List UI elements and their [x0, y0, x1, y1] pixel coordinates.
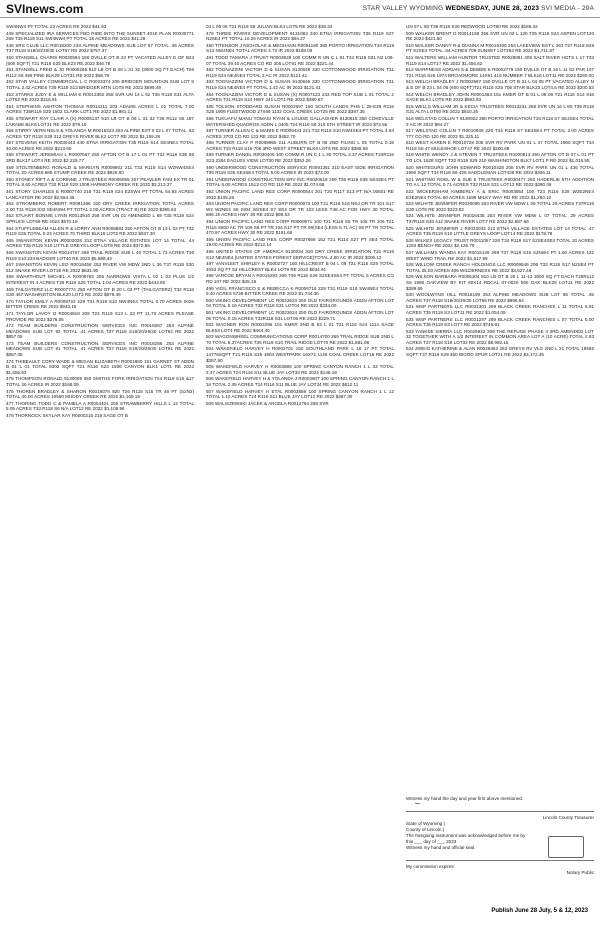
notice-entry: 525 WILHITE JENNIFER J R0023033 212 ETNA VILLAGE ESTATES LOT 14 TOTAL .47 ACRES T35 R119 S10 LITTLE GREYS LOOP LOT14 RE 2022 $178.78 [406, 225, 594, 237]
notice-entry: 467 SWANSTON KEVIN LEO R0016458 253 RIVER VW MDW 2ND L 36 T37 R118 S30 512 SNAKE RIVER LOT36 RE 2022 $631.90 [6, 262, 194, 273]
notice-entry: 479 THREE RIVERS DEVELOPMENT 9131083 340 ETNA IRRIGATION T36 R119 S27 N2SE4 PT TOTAL 10.25 ACRES IR 2022 $94.27 [206, 30, 394, 42]
header-tagline [363, 5, 594, 12]
notice-entry: 484 TOGNAZZINI VICTOR D & SUSAN (X) R0007123 233 RED TOP SUB L 01 TOTAL 2 ACRES T31 R119 S24 HWY 241 LOT1 RE 2022 $380.67 [206, 91, 394, 103]
notice-column-2 [206, 24, 394, 914]
notice-entry: SW4NW4 PT TOTAL 23 ACRES RE 2022 $41.63 [6, 24, 107, 29]
notice-entry: 487 TURNER ALLEN C & MARIE E R0009433 221 T33 R118 S10 NW4SE4 PT TOTAL 4.94 ACRES 3703 CO RD 123 RE 2022 $452.70 [206, 128, 394, 139]
notice-entry: 517 WELSTAD COLLIN T R0010949 226 T34 R118 S7 SE4SE4 PT TOTAL 2.00 ACRES 777 CO RD 120 RE 2022 $1,325.11 [406, 128, 594, 139]
notice-entry: 449 SRS CLUB LLC R0018200 233 ALPINE MEADOWS SUB LOT 67 TOTAL .36 ACRES T37 R118 S19/20/29/30 LOT67 RE 2022 $757.37 [6, 42, 194, 54]
county-line: County of Lincoln ) [406, 827, 445, 832]
notice-entry: UN 07 L 80 T35 R118 S30 REDWOOD LOT80 RE 2022 $185.32 [406, 24, 538, 29]
notice-entry: 502 WAGNER RON R0002296 151 KMER 2ND B 53 L 01 T21 R116 S24 1114 SAGE BLK53 LOT4 RE 2022 $464.40 [206, 322, 394, 333]
notice-entry: 459 STOLTENBERG RONALD & MARILYN R0009902 211 T33 R119 S14 W2NW4SE4 TOTAL 20 ACRES 688 STUMP CREEK RE 2022 $926.60 [6, 164, 194, 176]
notice-entry: 518 WEST KAREN E R0010728 205 SVR RV PARK UN 01 L 47 TOTAL 1960 SQFT T34 R118 S6 47 MULESHOE LOT47 RE 2022 $200.68 [406, 140, 594, 151]
header-location: STAR VALLEY WYOMING [362, 5, 446, 12]
notice-entry: 499 VIGIL FRANCISCO E & REBECCA K R0006716 229 T31 R119 S16 SW4NE4 TOTAL 5.40 ACRES 5736 BITTER CREEK RE 2022 $1,744.36 [206, 285, 394, 297]
notice-entry: 483 TOGNAZZINI VICTOR D & SUSAN 9130846 330 COTTONWOOD IRRIGATION T31 R119 S24 NE4NE4 PT TOTAL 1.42 AC IR 2022 $121.41 [206, 79, 394, 90]
notice-entry: 488 TURNER CLAY P R0009955 211 AUBURN OT B 06 2ND FILING L 05 TOTAL 0.16 ACRES T33 R119 S16 706 3RD WEST STREET BLK6 LOT5 RE 2022 $388.59 [206, 140, 394, 151]
notice-entry: 531 WSP PARTNERS LLC R0031301 269 BLACK CREEK RANCHES L 11 TOTAL 5.91 ACRES T35 R119 S3 LOT11 RE 2022 $1,054.09 [406, 304, 594, 315]
notice-entry: 500 VIKING DEVELOPMENT LC R0022623 250 OLD FAIRGROUNDS ADDN AFTON LOT 04 TOTAL 0.16 ACRES T32 R118 S31 LOT04 RE 2022 $334.00 [206, 297, 394, 309]
notice-entry: 512 WARPNESS ADRIAN S & DEBBIE K R0002779 150 DVILLE OT B 16 L 11 S2 PAR 137 T21 R116 S26 1974 BROADMORE 14X61 415 NUMBER 7 BLK16 LOT11 RE 2022 $280.00 [406, 67, 594, 78]
notice-entry: 523 WILHITE JENNIFER R0030095 253 RIVER VW MDW L 06 TOTAL 29 ACRES T37R119 S30 LOT6 RE 2022 $323.82 [406, 201, 594, 212]
notice-entry: 528 WILLOW CREEK RANCH HOLDINGS LLC R0009546 206 T33 R118 S17 N2SE4 PT TOTAL 35.03 ACRES 406 WILDERNESS RE 2022 $3,527.48 [406, 262, 594, 273]
notice-entry: 533 YANKEE SIERRA LLC R0029932 269 THE REFUGE PHASE II 3RD AMENDED LOT 32 TOGETHER WITH A 1/2 INTEREST IN COMMON AREA LOT A (10 ACRE) TOTAL 2.83 ACRES T37 R118 S19 LOT32 RE 2022 $8,992.15 [406, 328, 594, 345]
publish-dates: Publish June 28 July, 5 & 12, 2023 [491, 908, 588, 914]
notice-entry: 478 THORNOCK SKYLAR KAY R0000215 219 SAGE OT B [6, 413, 128, 418]
commission-line: My commission expires: [406, 864, 456, 869]
notice-entry: 464 STUFFLEBEAM ALLEN R & LORRY ANN R0008884 250 AFTON OT B 13 L 02 PT T32 R119 S25 TOTAL 0.23 ACRES 70 THIRD BLK18 LOT2 RE 2022 $637.30 [6, 225, 194, 237]
notary-signature-block [406, 796, 594, 904]
notice-column-1 [6, 24, 194, 914]
notice-entry: 471 TAYLOR LAVOY O R0004818 209 T24 R119 S13 L 23 PT 11.70 ACRES PLEASE PROVIDE RE 2022 $376.06 [6, 310, 194, 322]
notary-seal-stamp [548, 836, 584, 858]
notice-entry: 475 THOMPSON RONALD 9130009 350 SMITHS FORK IRRIGATION T24 R119 S16 &17 TOTAL 26 ACRES IR 2022 $168.09 [6, 376, 194, 388]
notice-entry: 498 VARCOE BRYAN A R0015293 269 T36 R119 S26 S2SE4SE4 PT TOTAL 5 ACRES CO RD 107 RE 2022 $45.19 [206, 273, 394, 284]
notice-entry: 491 UNDERWOOD CONSTRUCTION SRV INC R0020618 269 T36 R119 S35 SE4SE4 PT TOTAL 5.00 ACRES 1513 CO RD 110 RE 2022 $1,074.68 [206, 176, 394, 188]
notice-entry: 480 TITENSOR J NICHOLAS & MEGHANN R0091180 380 PORTO IRRIGATION T34 R119 S13 NW4NE4 TOTAL ACRES 4.72 IR 2022 $168.09 [206, 42, 394, 54]
notice-entry: 504 WAKEFIELD HARVEY H R0002701 150 SOUTHLAND PARK L 16 17 PT TOTAL 14776SQFT T21 R116 S25 1904 WESTPARK 16X72 1146 COAL CREEK LOT16 RE 2022 $387.90 [206, 346, 394, 363]
date-line: this ___ day of ___ 2023 [406, 839, 457, 844]
notice-entry: 492 UNION PACIFIC LAND RES CORP R0000544 201 T20 R117 S13 PT N/A 00601 RE 2022 $105.26 [206, 189, 394, 200]
notice-entry: 515 WELLS WILLIAM JR & KECIA TRUSTEES R0013231 258 SVR UN 16 L 60 T35 R118 S31 ALTA LOT60 RE 2022 $810.26 [406, 103, 594, 115]
notice-entry: 476 THOREN BRADLEY & SHARON R0019076 920 T26 R115 S15 TR 46 PT (S2N2) TOTAL 40.00 ACRES 16590 MUDDY CREEK RE 2022 $1,169.19 [6, 388, 194, 400]
notice-entry: 477 THORING TODD C & PAMELA A R0004401 205 STRAWBERRY HILLS L 12 TOTAL 5.05 ACRES T33 R118 S6 N/A LOT12 RE 2022 $1,106.96 [6, 400, 194, 412]
notice-entry: 448 SPECIALIZED IRA SERVICES FBO RIDE INTO THE SUNSET 401K PLAN R0030771 269 T35 R119 S11 SW4NW4 PT TOTAL 18 ACRES RE 2022 $41.28 [6, 30, 194, 42]
notice-entry: 526 WILKES LEGACY TRUST R0011057 226 T34 R118 S17 S2SE4SE4 TOTAL 20 ACRES 1253 BENCH RE 2022 $2,126.79 [406, 237, 594, 249]
notice-entry: 508 WALISZEWSKI JACEK & ANGELA R0012764 258 SVR [206, 400, 329, 406]
notice-column-3 [406, 24, 594, 914]
notice-entry: 457 STEVENS KEITH R0030443 440 ETNA IRRIGATION T35 R119 S14 SE4NE4 TOTAL 40.00 ACRES RE 2022 $213.69 [6, 140, 194, 151]
notice-entry: 458 STEWART JEREMIAH L R0007667 250 AFTON OT B 17 L 04 PT T32 R118 S36 66 3RD BLK17 LOT4 RE 2022 $2,229.77 [6, 152, 194, 164]
notice-entry: 527 WILLIAMS WANDA KAY R0015136 269 T37 R118 S18 S2NW4 PT 1.60 ACRES 122 WEST WIND TRAIL RE 2022 $1,617.99 [406, 249, 594, 261]
notice-entry: 507 WAKEFIELD HARVEY H ETAL R0003859 100 SPRING CANYON RANCH 1 L 12 TOTAL 1.10 ACRES T24 R116 S11 BLUE JAY LOT12 RE 2022 $387.30 [206, 388, 394, 400]
notice-entry: 450 STANSELL CHARIS R0030564 150 DVILLE OT B 23 PT VACATED ALLEY E OF B23 (600 SQFT) T21 R116 S25 BLK23 RE 2022 $46.78 [6, 54, 194, 66]
notice-entry: 524 WILHITE JENNIFER R0016435 253 RIVER VW MDW L 07 TOTAL .29 ACRES T37R118 S30 412 SNAKE RIVER LOT7 RE 2022 $2,887.66 [406, 213, 594, 224]
notice-entry: 451 STANSELL FRED & JO R0005265 910 LB OT B 28 L 31 32 (3000 SQ FT EACH) T26 R112 S6 489 PINE BLK28 LOT31 RE 2022 $58.79 [6, 67, 194, 78]
notice-entry: 482 TOGNAZZINI VICTOR D & SUSAN 9130849 330 COTTONWOOD IRRIGATION T31 R119 S24 NE4NE4 TOTAL 2 AC IR 2022 $121.41 [206, 67, 394, 78]
notice-entry: 461 STORY CHARLES E R0007740 218 T31 R119 S24 E2SW4 PT TOTAL 54.93 ACRES LANCASTER RE 2022 $2,554.45 [6, 189, 194, 200]
notice-entry: 465 SWANSTON KEVIN R0002028 212 ETNA VILLAGE ESTATES LOT 14 TOTAL .44 ACRES T35 R119 S10 LITTLE GREYS LOOP LOT9 RE 2022 $372.55 [6, 237, 194, 249]
notice-entry: 466 SWANSTON KEVIN R0014767 269 TRAIL RIDGE SUB L 40 TOTAL 1.73 ACRES T36 R119 S10 233 BADGER LOT40 RE 2022 $5,888.42 [6, 249, 194, 261]
page-header [0, 0, 600, 18]
notice-entry: 493 UNION PACIFIC LAND RES CORP R0000873 100 T21 R116 S16 NE4 OR TR 101 S17 W2 W2NE4 S8 SW4 W2SE4 S7 SE4 OR TR 102 LESS T48 AC FOR HWY 30 TOTAL 886.19 ACRES HWY 30 RE 2022 $99.53 [206, 201, 394, 218]
witness-line: Witness my hand the day and year first above mentioned. [406, 796, 524, 801]
notice-entry: 521 WHITING NOEL W & SUE II TRUSTEES R0030477 250 HADERLIE 5TH ADDITION TO A L 12 TOTAL 0.71 ACRES T32 R118 S31 LOT12 RE 2022 $380.06 [406, 176, 594, 188]
notice-entry: 460 STONEY RIFT A & CORINNE J TRUSTEES R0009055 207 PEAVLER FAM EX TR 01 TOTAL 8.60 ACRES T32 R119 S29 1008 HARMONY CREEK RE 2022 $3,213.37 [6, 176, 194, 188]
notice-entry: 501 VIKING DEVELOPMENT LC R0022624 250 OLD FAIRGROUNDS ADDN AFTON LOT 05 TOTAL 0.15 ACRES T32R118 S31 LOT05 RE 2022 $329.71 [206, 309, 394, 321]
notice-entry: 472 TEAM BUILDERS CONSTRUCTION SERVICES INC R0018287 253 ALPINE MEADOWS SUB LOT 92 TOTAL .41 ACRES T37 R118 S19/20/29/30 LOT92 RE 2022 $857.05 [6, 323, 194, 340]
notice-entry: 505 WAKEFIELD HARVEY H R0003888 100 SPRING CANYON RANCH 1 L 33 TOTAL 2.47 ACRES T24 R116 S11 BLUE JAY LOT33 RE 2022 $146.19 [206, 364, 394, 375]
notice-entry: 520 WHITEGURS JOHN EDWARD R0010428 205 SVR RV PARK UN 01 L 436 TOTAL 1960 SQFT T34 R118 S6 426 SADDLEMAN LOT436 RE 2022 $306.11 [406, 164, 594, 176]
notice-entry: 510 WALKER DANNY R & DIANNA M R0016306 253 LAKEVIEW EST L 263 T37 R118 S29 PT S2SE4 TOTAL .54 ACRES 709 SUNSET LOT263 RE 2022 $1,711.87 [406, 42, 594, 54]
state-line: State of Wyoming ) [406, 821, 446, 826]
foregoing-line: The foregoing instrument was acknowledged before me by [406, 833, 526, 838]
header-date: WEDNESDAY, JUNE 28, 2023 [445, 5, 540, 12]
notice-entry: 468 SWARTHOUT MICHEL A R0008763 205 NARROWS VISTA L 02 L 03 PLUS 1/2 INTEREST IN 4 ACRES T36 R119 S26 TOTAL 1.04 ACRES RE 2022 $442.60 [6, 274, 194, 285]
notice-entry: 495 UNION PACIFIC LAND RES CORP R0027666 152 T21 R114 S27 PT SE4 TOTAL 19.00 ACRES RE 2022 $212.14 [206, 236, 394, 248]
notice-entry: 473 TEAM BUILDERS CONSTRUCTION SERVICES INC R0018286 253 ALPINE MEADOWS SUB LOT 91 TOTAL .41 ACRES T37 R118 S19/20/29/30 LOT91 RE 2022 $857.05 [6, 340, 194, 358]
notice-entry: 496 UNITED STATES OF AMERICA 9130034 320 DRY CREEK IRRIGATION T31 R119 S12 NE4NE4 (UNITED STATES FOREST SERVICE)TOTAL 2.00 AC IR 2022 $306.12 [206, 248, 394, 260]
notice-entry: 462 STROMBERG ROBERT R0091386 320 DRY CREEK IRRIGATION TOTAL ACRES 2.00 T31 R118 S33 SE4NW4 PT TOTAL 2.00 ACRES (TRACT B) RE 2022 $396.53 [6, 201, 194, 212]
notice-entry: 454 STEPHENS ASHTON THOMAS R0014211 203 ADAMS ACRES L 01 TOTAL 7.00 ACRES T35R119 S25 1502 CLARK LOT1 RE 2022 $1,981.11 [6, 103, 194, 115]
notice-entry: 463 STUART BONNIE LYNN R0013916 256 SVR UN 01 AMENDED L 69 T35 R119 S24 SPRUCE LOT69 RE 2022 $670.19 [6, 213, 194, 224]
notice-entry: 529 WILSON BARBARA R0005304 910 LB OT B 29 L 11-13 3000 SQ FT EACH T26R112 S6 1980 OAKVIEW BY KIT 60X14 RDCAL 07-0020 560 OAK BLK29 LOT11 RE 2022 $389.66 [406, 274, 594, 291]
notice-entry: 486 TUKUAFU MANU TOMASI RYAN & LOUISE GALLAGHER 9130615 360 COKEVILLE WATERSHED QUADROS ADDN L 0405 T24 R119 S8 215 5TH STREET IR 2022 $72.56 [206, 115, 394, 127]
notice-entry: 485 TOLSON STODDARD SUSAN R0002697 150 SOUTH LANDS PHS L 25-E29 R116 S25 1906 FLEETWOOD 27X66 1132 COAL CREEK LOT25 RE 2022 $387.35 [206, 103, 394, 115]
notice-entry: 514 WELCH BRADLEY JOHN R0001463 151 KMER OT B 01 L 05 06 T21 R116 S14 918 SAGE BLK1 LOT5 RE 2022 $863.83 [406, 91, 594, 103]
notice-entry: 470 TAYLOR EMILY A R0009722 229 T31 R119 S10 NW4NE4 TOTAL 0.70 ACRES 0026 BITTER CREEK RE 2022 $943.16 [6, 298, 194, 310]
notice-entry: 456 STIRRY VERN NELS & YOLANDA M R0016323 253 ALPINE EST II 02 L 07 TOTAL .63 ACRES T37 R118 S29 312 GREYS RIVER BLK2 LOT7 RE 2022 $1,159.28 [6, 128, 194, 139]
witness-hand-line: Witness my hand and official seal. [406, 845, 476, 850]
notice-entry: 481 TODD TAMARA J TRUST R0003828 100 COMM R UN C L 91 T24 R115 S31 N2 L06-07 TOTAL 39.40 ACRES CO RD 306 LOT91 RE 2022 $221.44 [206, 54, 394, 66]
notice-entry: 522 WICKERSHAM KIMBERLY A & ERIC R0003654 100 T23 R116 S28 W2E2NE4 E2E2NE4 TOTAL 80 ACRES 1596 MILKY WAY RD RE 2022 $1,260.10 [406, 189, 594, 200]
notice-entry: 453 STARKS JUDY E & WILLIAM E R0013362 258 SVR UN 14 L 52 T35 R118 S31 ALTA LOT52 RE 2022 $316.81 [6, 91, 194, 103]
notice-entry: 503 WAGONWHEEL COMMUNICATIONS CORP R0014700 269 TRAIL RIDGE SUB 2ND L 70 TOTAL 8.37ACRES T36 R119 S10 TRAIL RIDGE LOT70 RE 2022 $1,581.08 [206, 334, 394, 345]
notice-entry: 511 WALTERS WILLIAM HUNTER TRUSTEE R0028891 205 SALT RIVER HGTS L 17 T33 R119 S14 LOT17 RE 2022 $1,456.62 [406, 54, 594, 66]
treasurer-signature [406, 799, 594, 812]
notice-entry: 513 WELCH BRADLEY J R0002597 150 DVILLE OT B 21 L 04 05 PT VACATED ALLEY N & E OF B 23 L 04 05 (600 SQFT)T21 R116 S25 708 STAR BLK23 LOT4,5 RE 2022 $200.53 [406, 79, 594, 90]
notice-entry: 497 VANVLEET SHIRLEY K R0002727 150 HILLCREST B 04 L 09 T21 R116 S25 TOTAL 4053 SQ FT 53 HILLCREST BLK4 LOT9 RE 2022 $834.91 [206, 261, 394, 272]
legal-notice-body [6, 24, 594, 920]
header-page: SVI MEDIA - 29A [539, 5, 594, 12]
notice-entry: 519 WHITE WENDY J & STEVEN T TRUSTEES R0000813 250 AFTON OT B 07 L 01 PT TO LOL 1628 SQFT T32 R119 S25 210 WASHINGTON BLK7 LOT1 P RE 2022 $1,016.55 [406, 152, 594, 164]
notice-entry: 516 WELSTAD COLLIN T 9130922 380 PORTO IRRIGATION T34 R118 S7 SE4SE4 TOTAL 2 AC IR 2022 $94.27 [406, 115, 594, 127]
notice-entry: 455 STEWART RAY CLAIR A (X) R0005137 910 LB OT B 06 L 31 32 T26 R112 S6 187 LARABE BLK6 LOT31 RE 2022 $79.19 [6, 115, 194, 127]
signature-scrawl: ~ [414, 799, 421, 808]
site-name: SVInews.com [6, 1, 84, 16]
notice-entry: 534 ZWEIG KATHERINE & ALAN R0026363 253 GREYS RV VLG 2ND L 21 TOTAL 18565 SQFT T37 R118 S29 360 WOOD SPUR LOT21 RE 2022 $3,172.45 [406, 346, 594, 358]
notice-entry: 04 L 05 06 T21 R119 S8 JULIAN BLK4 LOT5 RE 2022 $38.34 [206, 24, 333, 29]
notice-entry: 490 UNDERWOOD CONSTRUCTION SERVICE R0091351 310 EAST SIDE IRRIGATION T36 R119 S35 SE4SE4 TOTAL 5.00 ACRES IR 2022 $73.00 [206, 164, 394, 176]
notice-entry: 509 WALKER BRENT D R0014168 256 SVR UN 03 L 120 T35 R119 S24 ASPEN LOT120 RE 2022 $421.50 [406, 30, 594, 42]
notice-entry: 474 THIBEAULT CORY WADE & MEGAN ELIZABETH R0001880 151 GARNET ST ADDN B 01 L 01 TOTAL 9302 SQFT T21 R116 S23 1506 CANYON BLK1 LOT1 RE 2022 $1,655.63 [6, 358, 194, 375]
notice-entry: 530 WOOLWYNS HILL R0018199 253 ALPINE MEADOWS SUB LOT 66 TOTAL .45 ACRES T37 R118 S19/20/29/30 LOT66 RE 2022 $996.54 [406, 292, 594, 303]
notary-label: Notary Public [566, 870, 594, 875]
notice-entry: 506 WAKEFIELD HARVEY H & YOLANDA J R0003807 100 SPRING CANYON RANCH 1 L 34 TOTAL 2.49 ACRES T24 R116 S11 BLUE JAY LOT34 RE 2022 $612.11 [206, 376, 394, 388]
notice-entry: 489 TURNER DANIEL R0030406 100 COMM R UN C 1 L 30 TOTAL 2.37 ACRES T24R116 S23 2284 EAGLES VIEW LOT30 RE 2022 $352.26 [206, 152, 394, 164]
notice-entry: 469 TAILGATERZ LLC R0007774 250 AFTON OT B 20 L 03 PT (TAILGATERZ) T32 R118 S30 467 WASHINGTON BLK20 LOT3 RE 2022 $879.46 [6, 286, 194, 298]
county-treasurer-label: Lincoln County Treasurer [542, 815, 594, 820]
notice-entry: 494 UNION PACIFIC LAND RES CORP R0000871 100 T21 R116 S5 TR 105 TR 106 T21 R116 S600 AC TR 106 S8 PT TR 104 S17 PT TR 99(SE4 (LESS 5.71 AC) S8 PT TR TOTAL 470.97 ACRES HWY 30 RE 2022 $181.68 [206, 219, 394, 236]
notice-entry: 452 STAR VALLEY COMMERCIAL L C R0023374 205 BRIDGER MOUNTAIN SUB LOT 8 TOTAL 3.42 ACRES T35 R118 S13 BRIDGER MTN LOT8 RE 2022 $895.49 [6, 79, 194, 90]
notice-entry: 532 WSP PARTNERS LLC R0031297 269 BLACK CREEK RANCHES L 07 TOTAL 5.00 ACRES T35 R119 S3 LOT7 RE 2022 $746.91 [406, 316, 594, 328]
